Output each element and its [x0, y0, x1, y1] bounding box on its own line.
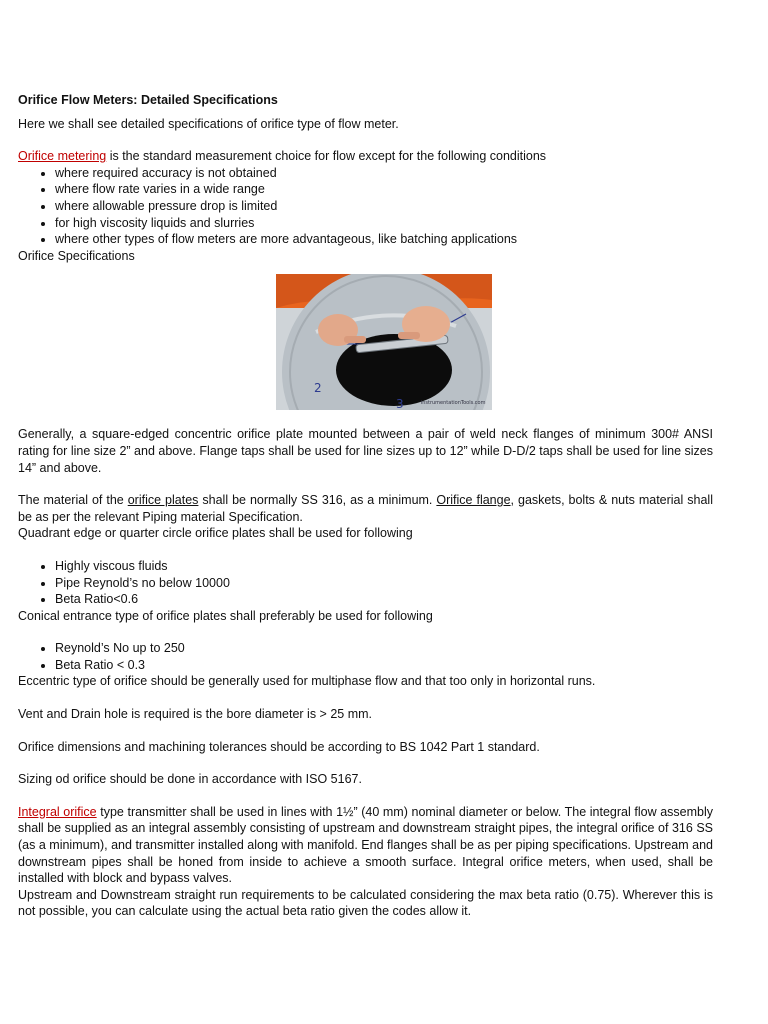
vent-paragraph: Vent and Drain hole is required is the bore diameter is > 25 mm. — [18, 707, 373, 722]
orifice-plates-link[interactable]: orifice plates — [127, 493, 199, 508]
conditions-list — [18, 165, 713, 248]
metering-paragraph — [18, 148, 713, 165]
list-item: • Highly viscous fluids — [55, 558, 713, 575]
orifice-flange-link[interactable]: Orifice flange — [436, 493, 511, 508]
svg-text:2: 2 — [313, 381, 322, 396]
material-paragraph — [18, 492, 713, 525]
list-item: • where allowable pressure drop is limited — [55, 198, 713, 215]
conical-list — [18, 640, 713, 673]
list-item: • where flow rate varies in a wide range — [55, 181, 713, 198]
integral-paragraph — [18, 804, 713, 887]
list-item: • Beta Ratio<0.6 — [55, 591, 713, 608]
page-title: Orifice Flow Meters: Detailed Specifications — [18, 93, 278, 107]
material-text-3: , gaskets, bolts & nuts material shall be as per the relevant Piping material Specification. — [18, 493, 713, 524]
eccentric-paragraph: Eccentric type of orifice should be generally used for multiphase flow and that too only in horizontal runs. — [18, 674, 596, 689]
document-page — [18, 92, 713, 920]
integral-text: type transmitter shall be used in lines with 1½” (40 mm) nominal diameter or below. The integral flow assembly shall be supplied as an integral assembly consisting of upstream and downstream straight pipes, the integral orifice of 316 SS (as a minimum), and transmitter installed along with manifold. End flanges shall be as per piping specifications. Upstream and downstream pipes shall be honed from inside to achieve a smooth surface. Integral orifice meters, when used, shall be installed with block and bypass valves. — [18, 804, 713, 886]
material-text-1: The material of the — [18, 493, 128, 508]
svg-text:3: 3 — [395, 397, 404, 411]
material-text-2: shall be normally SS 316, as a minimum. — [198, 493, 437, 508]
intro-paragraph: Here we shall see detailed specifications of orifice type of flow meter. — [18, 116, 399, 131]
metering-text: is the standard measurement choice for flow except for the following conditions — [106, 149, 547, 164]
quadrant-heading: Quadrant edge or quarter circle orifice plates shall be used for following — [18, 526, 413, 541]
list-item: • Pipe Reynold’s no below 10000 — [55, 575, 713, 592]
orifice-metering-link[interactable]: Orifice metering — [18, 149, 107, 164]
integral-orifice-link[interactable]: Integral orifice — [18, 804, 97, 819]
list-item: • where other types of flow meters are more advantageous, like batching applications — [55, 231, 713, 248]
list-item: • Reynold’s No up to 250 — [55, 640, 713, 657]
list-item: • Beta Ratio < 0.3 — [55, 657, 713, 674]
dimensions-paragraph: Orifice dimensions and machining tolerances should be according to BS 1042 Part 1 standard. — [18, 739, 540, 754]
quadrant-list — [18, 558, 713, 608]
specs-heading: Orifice Specifications — [18, 248, 135, 263]
straight-run-paragraph: Upstream and Downstream straight run requirements to be calculated considering the max beta ratio (0.75). Wherever this is not possible, you can calculate using the actual beta ratio given the codes allow it. — [18, 887, 713, 919]
sizing-paragraph: Sizing od orifice should be done in accordance with ISO 5167. — [18, 772, 362, 787]
conical-heading: Conical entrance type of orifice plates shall preferably be used for following — [18, 608, 433, 623]
photo-watermark: InstrumentationTools.com — [420, 400, 486, 407]
list-item: • for high viscosity liquids and slurries — [55, 215, 713, 232]
general-paragraph: Generally, a square-edged concentric orifice plate mounted between a pair of weld neck flanges of minimum 300# ANSI rating for line size 2” and above. Flange taps shall be used for line sizes up to 12” while D-D/2 taps shall be used for line sizes 14” and above. — [18, 427, 713, 475]
orifice-plate-photo — [276, 274, 492, 410]
list-item: • where required accuracy is not obtained — [55, 165, 713, 182]
